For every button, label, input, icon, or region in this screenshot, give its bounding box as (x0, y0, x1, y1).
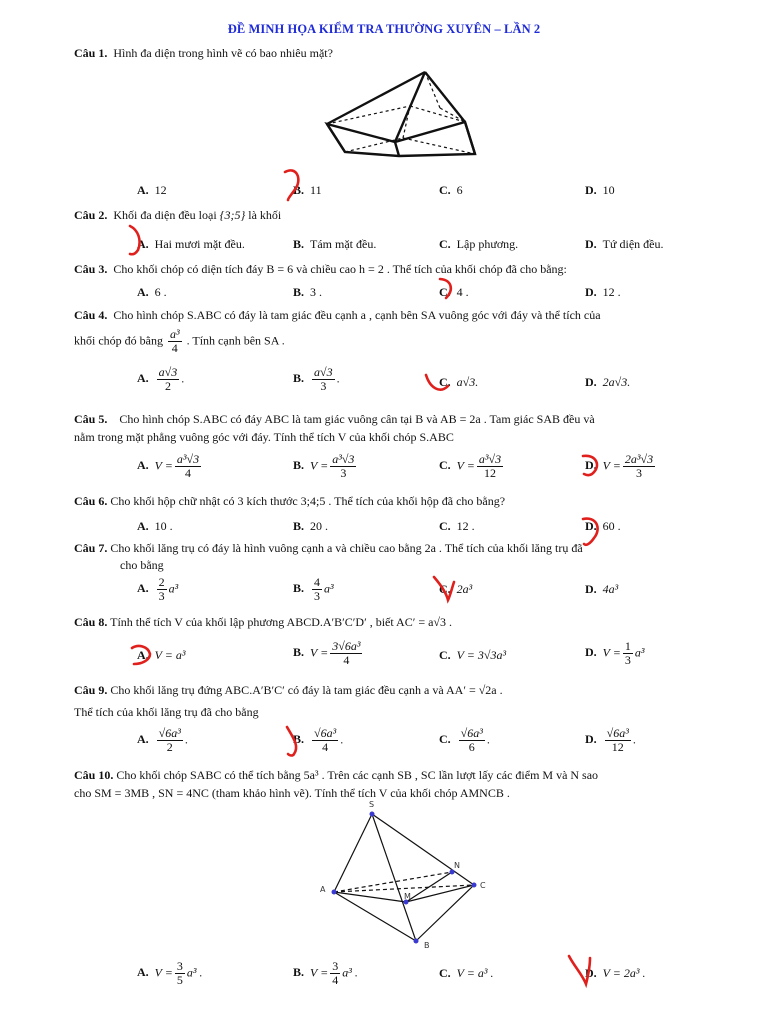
q3-option-d[interactable]: D. 12 . (585, 285, 621, 299)
point-a (332, 890, 337, 895)
question-text: Tính thể tích V của khối lập phương ABCD.A′B′C′D′ , biết AC′ = a√3 . (110, 615, 453, 629)
q3-option-c[interactable]: C. 4 . (439, 285, 469, 299)
q5-option-b[interactable]: B. V = $\frac{\text{a³√3}}{3}$ (293, 452, 355, 480)
q2-option-d[interactable]: D. Tứ diện đều. (585, 237, 664, 251)
edge-am (334, 892, 406, 902)
q8-option-b[interactable]: B. V = $\frac{\text{3√6a³}}{4}$ (293, 639, 361, 667)
q10-option-a[interactable]: A. V = $\frac{3}{5}$ a³ . (137, 959, 203, 987)
question-label: Câu 3. (74, 262, 108, 276)
q6-option-d[interactable]: D. 60 . (585, 519, 621, 533)
q1-option-b[interactable]: B. 11 (293, 183, 322, 197)
q2-option-c[interactable]: C. Lập phương. (439, 237, 519, 251)
question-9 (74, 683, 736, 698)
q10-option-d[interactable]: D. V = 2a³ . (585, 966, 646, 980)
q4-option-c[interactable]: C. a√3. (439, 375, 479, 389)
edge-bc (416, 885, 474, 941)
point-s (370, 812, 375, 817)
question-text: Cho hình chóp S.ABC có đáy là tam giác đều cạnh a , cạnh bên SA vuông góc với đáy và thể tích của (113, 308, 601, 322)
question-7 (74, 541, 736, 556)
question-text: Cho khối hộp chữ nhật có 3 kích thước 3;4;5 . Thể tích của khối hộp đã cho bằng? (110, 494, 506, 508)
q7-option-d[interactable]: D. 4a³ (585, 582, 619, 596)
pyramid-figure (310, 798, 510, 950)
question-text: là khối (248, 208, 282, 222)
q7-option-c[interactable]: C. 2a³ (439, 582, 473, 596)
question-label: Câu 6. (74, 494, 108, 508)
label-b: B (424, 941, 430, 950)
q9-option-b[interactable]: B. $\frac{\text{√6a³}}{4}$ . (293, 726, 344, 754)
q5-option-d[interactable]: D. V = $\frac{\text{2a³√3}}{3}$ (585, 452, 654, 480)
q8-option-a[interactable]: A. V = a³ (137, 648, 186, 662)
question-text: khối chóp đó bằng (74, 333, 163, 348)
q5-option-a[interactable]: A. V = $\frac{\text{a³√3}}{4}$ (137, 452, 200, 480)
question-1 (74, 46, 736, 61)
question-10 (74, 768, 736, 783)
question-text: Cho khối chóp SABC có thể tích bằng 5a³ . Trên các cạnh SB , SC lần lượt lấy các điểm M và N sao (116, 768, 599, 782)
question-label: Câu 4. (74, 308, 108, 322)
question-label: Câu 10. (74, 768, 114, 782)
question-text: Thể tích của khối lăng trụ đã cho bằng (74, 705, 259, 719)
question-math: {3;5} (219, 208, 246, 222)
q9-option-c[interactable]: C. $\frac{\text{√6a³}}{6}$ . (439, 726, 490, 754)
question-9-line-2 (74, 705, 736, 720)
point-c (472, 883, 477, 888)
label-s: S (369, 800, 375, 809)
question-label: Câu 8. (74, 615, 108, 629)
question-8 (74, 615, 736, 630)
question-text: Hình đa diện trong hình vẽ có bao nhiêu mặt? (113, 46, 333, 60)
question-5-line-2 (74, 430, 736, 445)
q5-option-c[interactable]: C. V = $\frac{\text{a³√3}}{12}$ (439, 452, 502, 480)
q3-option-a[interactable]: A. 6 . (137, 285, 167, 299)
q4-option-a[interactable]: A. $\frac{a√3}{2}$ . (137, 365, 185, 393)
question-3 (74, 262, 736, 277)
question-label: Câu 1. (74, 46, 108, 60)
edge-sc (372, 814, 474, 885)
question-text: . Tính cạnh bên SA . (186, 333, 285, 348)
question-text: cho bằng (120, 558, 164, 572)
q9-option-d[interactable]: D. $\frac{\text{√6a³}}{12}$ . (585, 726, 636, 754)
edge-sa (334, 814, 372, 892)
question-4-line-2 (74, 328, 736, 355)
q6-option-b[interactable]: B. 20 . (293, 519, 329, 533)
question-label: Câu 7. (74, 541, 108, 555)
edge-mc (406, 885, 474, 902)
question-text: cho SM = 3MB , SN = 4NC (tham khảo hình vẽ). Tính thể tích V của khối chóp AMNCB . (74, 786, 510, 800)
q1-option-a[interactable]: A. 12 (137, 183, 167, 197)
fraction: $\frac{\text{a³}}{4}$ (170, 327, 180, 355)
question-7-line-2 (120, 558, 768, 573)
q8-option-c[interactable]: C. V = 3√3a³ (439, 648, 507, 662)
q1-option-d[interactable]: D. 10 (585, 183, 615, 197)
question-text: Cho khối lăng trụ đứng ABC.A′B′C′ có đáy là tam giác đều cạnh a và AA′ = √2a . (110, 683, 503, 697)
q4-option-d[interactable]: D. 2a√3. (585, 375, 631, 389)
q4-option-b[interactable]: B. $\frac{a√3}{3}$ . (293, 365, 340, 393)
q10-option-c[interactable]: C. V = a³ . (439, 966, 494, 980)
point-n (450, 870, 455, 875)
q6-option-a[interactable]: A. 10 . (137, 519, 173, 533)
q8-option-d[interactable]: D. V = $\frac{1}{3}$ a³ (585, 639, 645, 667)
question-text: Khối đa diện đều loại (113, 208, 217, 222)
q7-option-a[interactable]: A. $\frac{2}{3}$ a³ (137, 575, 179, 603)
question-label: Câu 2. (74, 208, 108, 222)
question-5 (74, 412, 736, 427)
question-label: Câu 9. (74, 683, 108, 697)
label-m: M (404, 892, 411, 901)
q2-option-a[interactable]: A. Hai mươi mặt đều. (137, 237, 245, 251)
question-2 (74, 208, 736, 223)
question-4 (74, 308, 736, 323)
q7-option-b[interactable]: B. $\frac{4}{3}$ a³ (293, 575, 334, 603)
label-n: N (454, 861, 460, 870)
question-text: Cho hình chóp S.ABC có đáy ABC là tam giác vuông cân tại B và AB = 2a . Tam giác SAB đều và (119, 412, 595, 426)
polyhedron-figure (315, 66, 495, 180)
q2-option-b[interactable]: B. Tám mặt đều. (293, 237, 377, 251)
question-6 (74, 494, 736, 509)
question-text: Cho khối chóp có diện tích đáy B = 6 và chiều cao h = 2 . Thể tích của khối chóp đã cho bằng: (113, 262, 567, 276)
q3-option-b[interactable]: B. 3 . (293, 285, 323, 299)
q1-option-c[interactable]: C. 6 (439, 183, 463, 197)
edge-sb (372, 814, 416, 941)
point-b (414, 939, 419, 944)
q9-option-a[interactable]: A. $\frac{\text{√6a³}}{2}$ . (137, 726, 188, 754)
q6-option-c[interactable]: C. 12 . (439, 519, 475, 533)
question-text: Cho khối lăng trụ có đáy là hình vuông cạnh a và chiều cao bằng 2a . Thể tích của khối lăng trụ đã (110, 541, 583, 555)
label-c: C (480, 881, 486, 890)
question-label: Câu 5. (74, 412, 108, 426)
question-text: nằm trong mặt phẳng vuông góc với đáy. Tính thể tích V của khối chóp S.ABC (74, 430, 454, 444)
edge-mn (406, 872, 452, 902)
q10-option-b[interactable]: B. V = $\frac{3}{4}$ a³ . (293, 959, 358, 987)
label-a: A (320, 885, 326, 894)
page-title: ĐỀ MINH HỌA KIỂM TRA THƯỜNG XUYÊN – LẦN 2 (227, 22, 541, 36)
